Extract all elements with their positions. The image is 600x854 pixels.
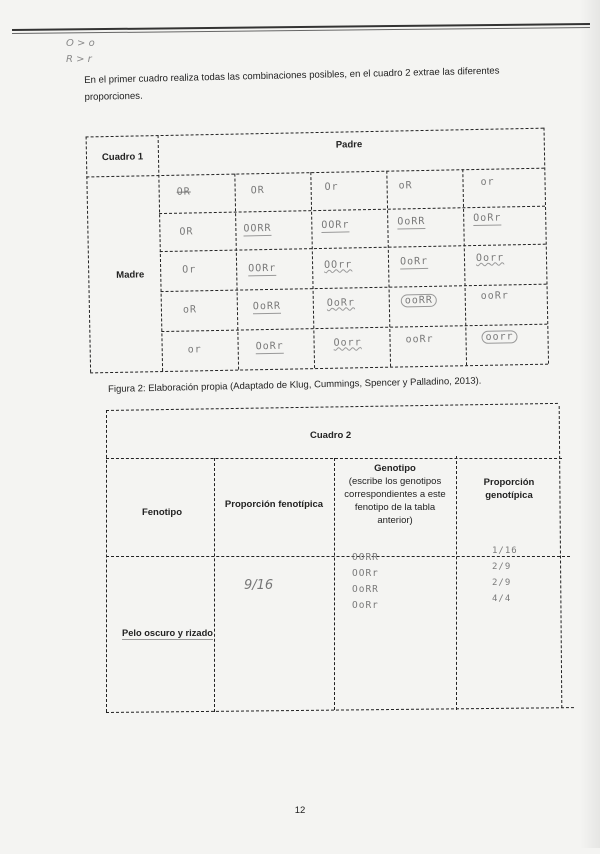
figure-caption: Figura 2: Elaboración propia (Adaptado de Klug, Cummings, Spencer y Palladino, 2013). <box>108 375 482 395</box>
punnett-cell: Oorr <box>333 337 362 349</box>
punnett-cell: OORr <box>321 219 350 231</box>
punnett-cell: ooRr <box>405 333 434 346</box>
punnett-cell: OORr <box>248 262 277 275</box>
punnett-cell: oorr <box>481 330 517 344</box>
genotipo-value: OORR <box>352 552 379 563</box>
punnett-cell: OOrr <box>323 259 353 271</box>
punnett-cell: OoRr <box>399 255 429 268</box>
table2-header-border <box>106 556 570 557</box>
padre-gamete: OR <box>250 185 265 197</box>
punnett-cell: OoRr <box>255 340 284 353</box>
padre-gamete: Or <box>324 181 339 193</box>
table2-col-line <box>456 456 457 710</box>
padre-gamete: oR <box>398 180 413 192</box>
madre-gamete: OR <box>179 226 194 238</box>
crossed-corner-mark: OR <box>176 186 191 198</box>
handwritten-note-dominance-o: O > o <box>66 38 95 49</box>
fenotipo-header: Fenotipo <box>141 507 183 518</box>
proporcion-genotipica-value: 2/9 <box>492 562 512 572</box>
genotipo-header-description: (escribe los genotipos correspondientes a este fenotipo de la tabla anterior) <box>344 476 446 526</box>
genotipo-value: OoRr <box>352 600 379 611</box>
table2-top-border <box>106 403 558 411</box>
proporcion-genotipica-value: 2/9 <box>492 578 512 588</box>
padre-header: Padre <box>335 139 363 151</box>
genotipo-value: OORr <box>352 568 379 579</box>
table2-left-border <box>106 410 107 712</box>
proporcion-fenotipica-value: 9/16 <box>244 578 274 593</box>
madre-gamete: oR <box>182 304 198 316</box>
genotipo-header: Genotipo (escribe los genotipos correspondientes a este fenotipo de la tabla anterior) <box>344 463 446 526</box>
madre-gamete: Or <box>182 264 197 276</box>
instructions-paragraph: En el primer cuadro realiza todas las combinaciones posibles, en el cuadro 2 extrae las diferentes proporciones. <box>84 65 500 103</box>
table2-bottom-border <box>106 707 574 713</box>
punnett-cell: OORR <box>243 222 272 235</box>
genotipo-value: OoRR <box>352 584 379 595</box>
proporcion-fenotipica-header: Proporción fenotípica <box>224 499 324 510</box>
punnett-cell: OoRr <box>326 297 356 309</box>
punnett-cell: OoRR <box>397 215 426 228</box>
table2-col-line <box>334 458 335 710</box>
punnett-cell: Oorr <box>475 252 505 265</box>
table2-col-line <box>214 458 215 712</box>
proporcion-genotipica-value: 1/16 <box>492 546 518 556</box>
punnett-cell: ooRR <box>401 294 437 308</box>
padre-gamete: or <box>480 176 495 188</box>
cuadro-2-title: Cuadro 2 <box>310 430 352 441</box>
proporcion-genotipica-header: Proporción genotípica <box>483 477 535 501</box>
page-number: 12 <box>294 805 306 816</box>
fenotipo-value: Pelo oscuro y rizado <box>122 628 213 638</box>
punnett-cell: ooRr <box>480 290 509 302</box>
punnett-cell: OoRR <box>252 300 282 313</box>
handwritten-note-dominance-r: R > r <box>66 54 92 65</box>
proporcion-genotipica-value: 4/4 <box>492 594 512 604</box>
punnett-cell: OoRr <box>473 212 502 225</box>
madre-gamete: or <box>187 344 202 356</box>
madre-header: Madre <box>116 269 145 281</box>
cuadro-1-label: Cuadro 1 <box>101 151 144 164</box>
table2-right-border <box>559 406 563 708</box>
